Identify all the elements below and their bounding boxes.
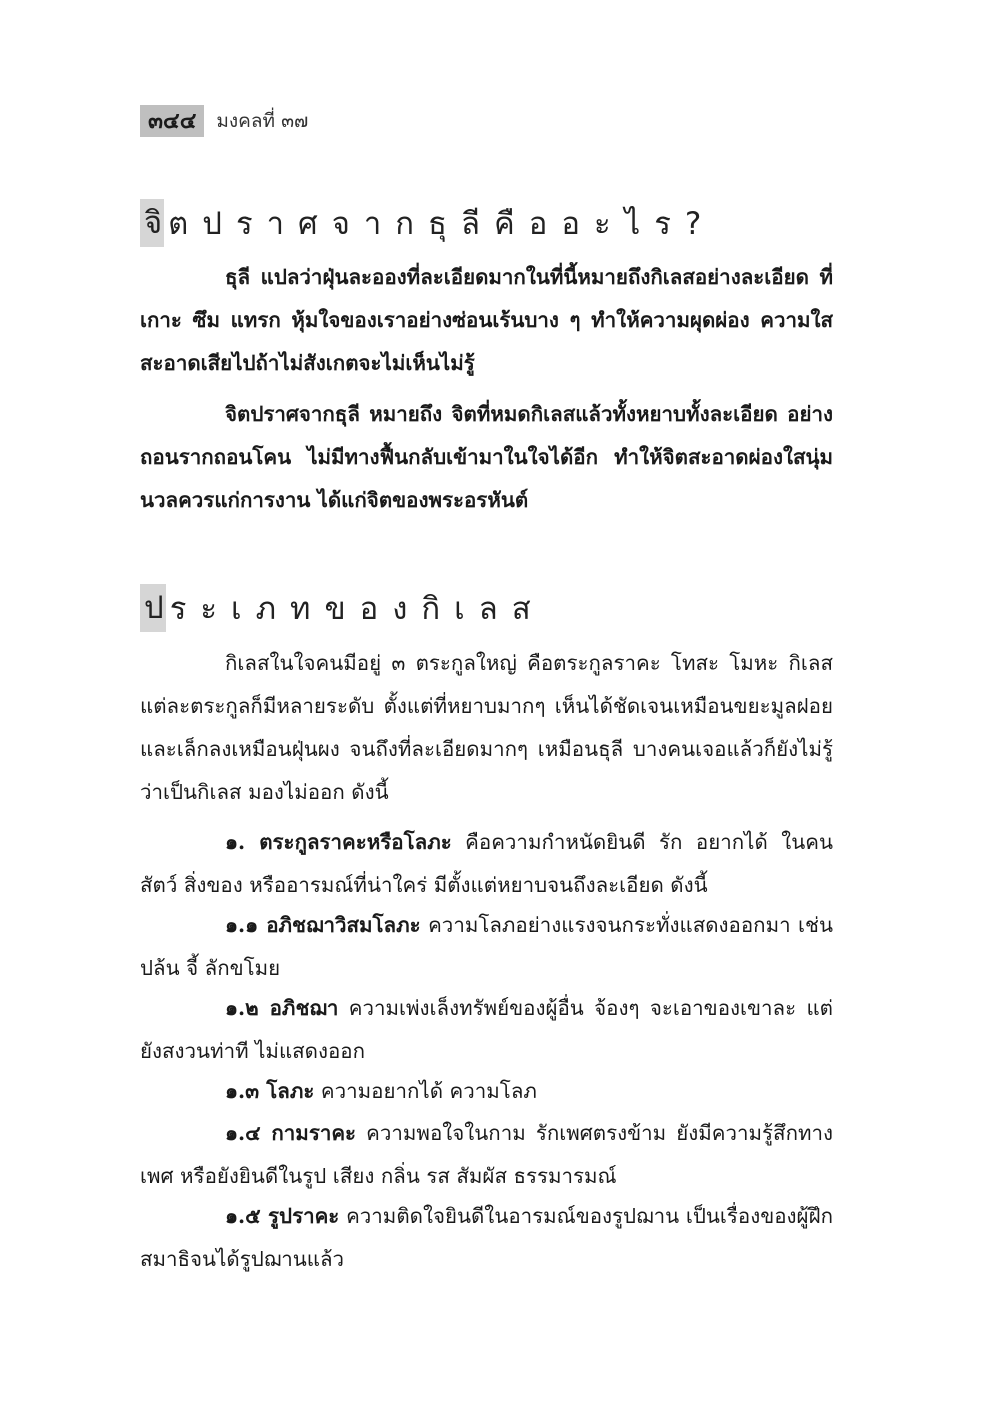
section-title-2-first: ป — [140, 584, 166, 632]
list-item-term: ๑.๑ อภิชฌาวิสมโลภะ — [225, 913, 421, 937]
section-title-1-rest: ตปราศจากธุลีคืออะไร? — [168, 206, 716, 242]
list-item-text: คือความกำหนัดยินดี รัก อยากได้ ในคนสัตว์ สิ่งของ หรืออารมณ์ที่น่าใคร่ มีตั้งแต่หยาบจนถึงละเอียด ดังนี้ — [140, 830, 833, 897]
list-item — [140, 1195, 833, 1281]
chapter-label: มงคลที่ ๓๗ — [216, 110, 309, 132]
list-item — [140, 987, 833, 1073]
page-number: ๓๔๔ — [140, 105, 204, 137]
list-item-term: ๑.๓ โลภะ — [225, 1079, 315, 1103]
list-item — [140, 1112, 833, 1198]
section-title-1 — [140, 198, 715, 248]
list-item-term: ๑.๕ รูปราคะ — [225, 1204, 340, 1228]
list-item — [140, 1070, 833, 1113]
page-header — [140, 104, 308, 138]
list-item-term: ๑.๔ กามราคะ — [225, 1121, 357, 1145]
section1-paragraph-1: ธุลี แปลว่าฝุ่นละอองที่ละเอียดมากในที่นี้หมายถึงกิเลสอย่างละเอียด ที่เกาะ ซึม แทรก หุ้มใจของเราอย่างซ่อนเร้นบาง ๆ ทำให้ความผุดผ่อง ความใสสะอาดเสียไปถ้าไม่สังเกตจะไม่เห็นไม่รู้ — [140, 265, 833, 375]
list-item-text: ความโลภอย่างแรงจนกระทั่งแสดงออกมา เช่น ปล้น จี้ ลักขโมย — [140, 913, 833, 980]
list-item-term: ๑. ตระกูลราคะหรือโลภะ — [225, 830, 452, 854]
section-title-2-rest: ระเภทของกิเลส — [169, 591, 545, 627]
list-item-text: ความอยากได้ ความโลภ — [314, 1079, 537, 1103]
section2-intro-paragraph: กิเลสในใจคนมีอยู่ ๓ ตระกูลใหญ่ คือตระกูลราคะ โทสะ โมหะ กิเลสแต่ละตระกูลก็มีหลายระดับ ตั้งแต่ที่หยาบมากๆ เห็นได้ชัดเจนเหมือนขยะมูลฝอย และเล็กลงเหมือนฝุ่นผง จนถึงที่ละเอียดมากๆ เหมือนธุลี บางคนเจอแล้วก็ยังไม่รู้ว่าเป็นกิเลส มองไม่ออก ดังนี้ — [140, 651, 833, 804]
section-title-2 — [140, 583, 545, 633]
list-item-text: ความเพ่งเล็งทรัพย์ของผู้อื่น จ้องๆ จะเอาของเขาละ แต่ยังสงวนท่าที ไม่แสดงออก — [140, 996, 833, 1063]
section-title-1-first: จิ — [140, 199, 164, 247]
list-item — [140, 904, 833, 990]
section1-paragraph-2: จิตปราศจากธุลี หมายถึง จิตที่หมดกิเลสแล้วทั้งหยาบทั้งละเอียด อย่างถอนรากถอนโคน ไม่มีทางฟื้นกลับเข้ามาในใจได้อีก ทำให้จิตสะอาดผ่องใสนุ่มนวลควรแก่การงาน ได้แก่จิตของพระอรหันต์ — [140, 402, 833, 512]
list-item — [140, 821, 833, 907]
list-item-text: ความพอใจในกาม รักเพศตรงข้าม ยังมีความรู้สึกทางเพศ หรือยังยินดีในรูป เสียง กลิ่น รส สัมผัส ธรรมารมณ์ — [140, 1121, 834, 1188]
list-item-term: ๑.๒ อภิชฌา — [225, 996, 339, 1020]
list-item-text: ความติดใจยินดีในอารมณ์ของรูปฌาน เป็นเรื่องของผู้ฝึกสมาธิจนได้รูปฌานแล้ว — [140, 1204, 833, 1271]
